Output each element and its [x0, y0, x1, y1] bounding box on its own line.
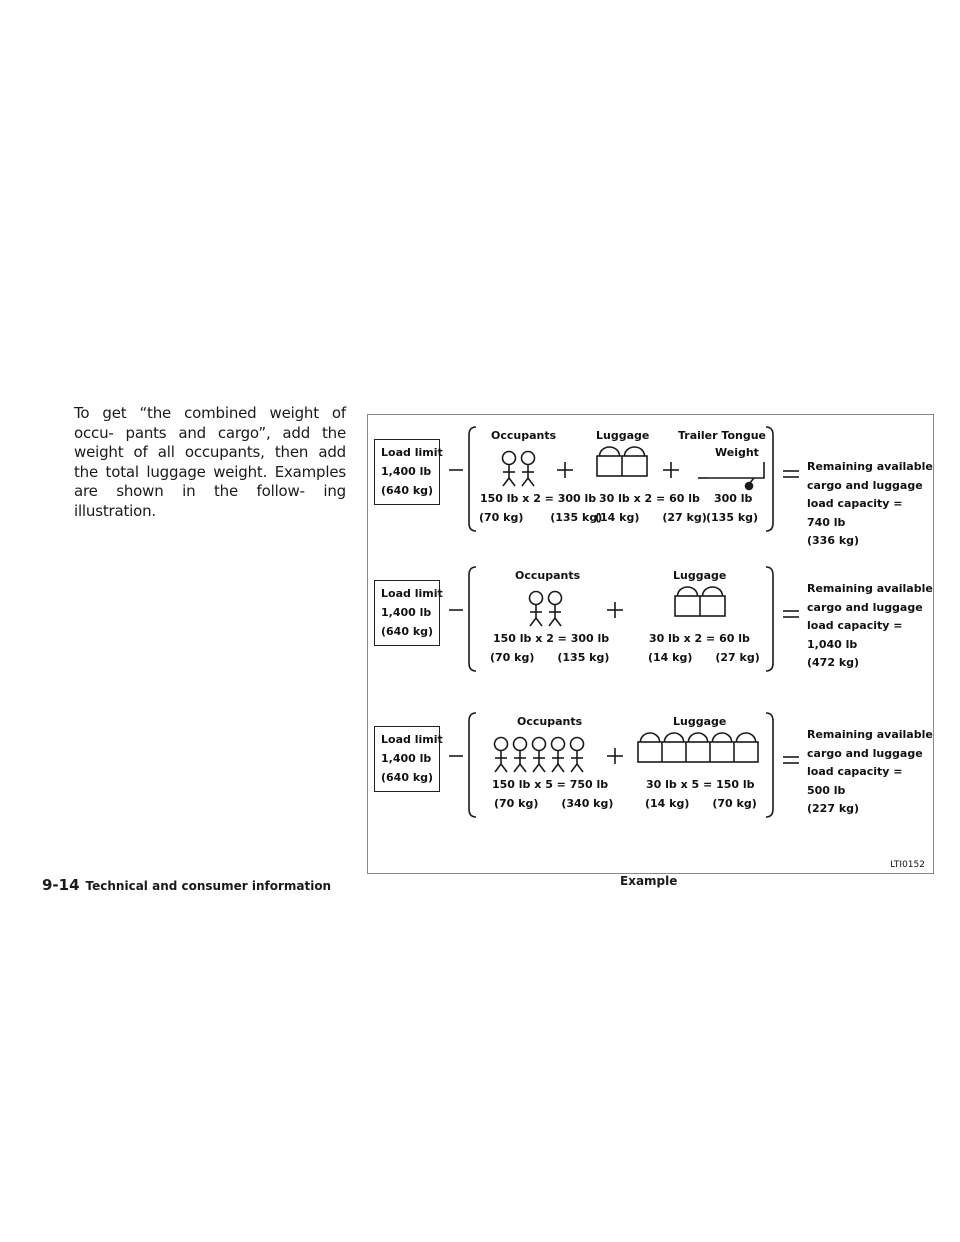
- occupants-weight-lb: 150 lb x 5 = 750 lb: [492, 778, 609, 791]
- equals-sign: [783, 757, 799, 763]
- load-limit-label: Load limit: [381, 587, 443, 600]
- page-number: 9-14: [42, 876, 80, 894]
- person-icon: [571, 738, 584, 773]
- luggage-handle: [640, 733, 659, 742]
- remaining-line: cargo and luggage: [807, 478, 923, 492]
- left-bracket: [469, 567, 476, 671]
- tongue-weight-lb: 300 lb: [714, 492, 753, 505]
- load-limit-box-3: [374, 726, 443, 792]
- load-limit-lb: 1,400 lb: [381, 465, 432, 478]
- person-icon: [549, 592, 562, 627]
- remaining-line: 1,040 lb: [807, 637, 858, 651]
- person-leg: [503, 478, 509, 486]
- remaining-line: 740 lb: [807, 515, 846, 529]
- person-leg: [530, 618, 536, 626]
- person-leg: [555, 618, 561, 626]
- person-leg: [520, 764, 526, 772]
- plus-sign: [663, 462, 679, 478]
- occupants-weight-kg: (70 kg) (135 kg): [490, 651, 610, 664]
- luggage-handle: [625, 447, 645, 456]
- remaining-line: load capacity =: [807, 497, 903, 510]
- luggage-handle: [688, 733, 707, 742]
- person-leg: [558, 764, 564, 772]
- remaining-line: Remaining available: [807, 460, 933, 473]
- luggage-icon: [675, 587, 725, 616]
- remaining-line: (227 kg): [807, 802, 860, 815]
- left-bracket: [469, 427, 476, 531]
- person-icon: [522, 452, 535, 487]
- person-head: [549, 592, 562, 605]
- remaining-line: Remaining available: [807, 728, 933, 741]
- luggage-weight-kg: (14 kg) (27 kg): [648, 651, 760, 664]
- occupants-weight-kg: (70 kg) (340 kg): [494, 797, 614, 810]
- person-icon: [530, 592, 543, 627]
- left-bracket: [469, 713, 476, 817]
- luggage-icon: [597, 447, 647, 476]
- load-limit-kg: (640 kg): [381, 771, 434, 784]
- luggage-header: Luggage: [673, 715, 727, 728]
- person-icon: [533, 738, 546, 773]
- occupants-weight-lb: 150 lb x 2 = 300 lb: [493, 632, 610, 645]
- person-head: [514, 738, 527, 751]
- luggage-body: [638, 742, 758, 762]
- person-head: [571, 738, 584, 751]
- person-head: [552, 738, 565, 751]
- trailer-tongue-icon: [698, 462, 764, 490]
- remaining-capacity-3: [807, 726, 933, 819]
- load-limit-label: Load limit: [381, 733, 443, 746]
- person-icon: [552, 738, 565, 773]
- person-head: [522, 452, 535, 465]
- luggage-weight-lb: 30 lb x 2 = 60 lb: [599, 492, 700, 505]
- remaining-line: Remaining available: [807, 582, 933, 595]
- trailer-tongue-header: Trailer Tongue: [678, 429, 766, 442]
- person-leg: [501, 764, 507, 772]
- right-bracket: [766, 713, 773, 817]
- figure-caption: Example: [620, 874, 678, 888]
- person-leg: [509, 478, 515, 486]
- occupants-header: Occupants: [515, 569, 581, 582]
- equals-sign: [783, 611, 799, 617]
- load-limit-kg: (640 kg): [381, 625, 434, 638]
- luggage-handle: [736, 733, 755, 742]
- person-leg: [514, 764, 520, 772]
- weight-header: Weight: [715, 446, 759, 459]
- plus-sign: [607, 748, 623, 764]
- luggage-handle: [664, 733, 683, 742]
- luggage-header: Luggage: [596, 429, 650, 442]
- figure-id: LTI0152: [890, 860, 925, 870]
- tongue-weight-kg: (135 kg): [706, 511, 759, 524]
- person-icon: [503, 452, 516, 487]
- person-leg: [522, 478, 528, 486]
- trailer-ball: [746, 483, 753, 490]
- occupants-weight-kg: (70 kg) (135 kg): [479, 511, 603, 524]
- plus-sign: [607, 602, 623, 618]
- person-leg: [536, 618, 542, 626]
- person-icon: [495, 738, 508, 773]
- luggage-weight-kg: (14 kg) (70 kg): [645, 797, 757, 810]
- person-head: [533, 738, 546, 751]
- remaining-line: (472 kg): [807, 656, 860, 669]
- remaining-line: 500 lb: [807, 783, 846, 797]
- load-limit-lb: 1,400 lb: [381, 752, 432, 765]
- load-limit-kg: (640 kg): [381, 484, 434, 497]
- luggage-handle: [703, 587, 723, 596]
- person-head: [495, 738, 508, 751]
- section-title: Technical and consumer information: [85, 879, 332, 893]
- person-icon: [514, 738, 527, 773]
- luggage-handle: [600, 447, 620, 456]
- load-example-figure: [367, 414, 934, 874]
- remaining-line: load capacity =: [807, 765, 903, 778]
- remaining-line: cargo and luggage: [807, 746, 923, 760]
- person-head: [530, 592, 543, 605]
- body-paragraph: To get “the combined weight of occu- pants and cargo”, add the weight of all occupants, then add the total luggage weight. Examples are shown in the follow- ing illustration.: [74, 404, 346, 520]
- remaining-line: load capacity =: [807, 619, 903, 632]
- occupants-header: Occupants: [491, 429, 557, 442]
- remaining-capacity-1: [807, 458, 933, 551]
- right-bracket: [766, 567, 773, 671]
- occupants-weight-lb: 150 lb x 2 = 300 lb: [480, 492, 597, 505]
- person-leg: [533, 764, 539, 772]
- person-leg: [528, 478, 534, 486]
- person-leg: [539, 764, 545, 772]
- person-leg: [552, 764, 558, 772]
- remaining-line: (336 kg): [807, 534, 860, 547]
- luggage-weight-lb: 30 lb x 2 = 60 lb: [649, 632, 750, 645]
- luggage-weight-kg: (14 kg) (27 kg): [595, 511, 707, 524]
- load-limit-box-1: [374, 439, 443, 505]
- luggage-handle: [678, 587, 698, 596]
- plus-sign: [557, 462, 573, 478]
- equals-sign: [783, 471, 799, 477]
- luggage-weight-lb: 30 lb x 5 = 150 lb: [646, 778, 755, 791]
- luggage-icon: [638, 733, 758, 762]
- remaining-capacity-2: [807, 580, 933, 673]
- right-bracket: [766, 427, 773, 531]
- person-leg: [571, 764, 577, 772]
- person-leg: [495, 764, 501, 772]
- remaining-line: cargo and luggage: [807, 600, 923, 614]
- load-limit-lb: 1,400 lb: [381, 606, 432, 619]
- luggage-header: Luggage: [673, 569, 727, 582]
- occupants-header: Occupants: [517, 715, 583, 728]
- load-limit-label: Load limit: [381, 446, 443, 459]
- luggage-handle: [712, 733, 731, 742]
- page-footer: [42, 876, 331, 895]
- person-leg: [577, 764, 583, 772]
- load-limit-box-2: [374, 580, 443, 646]
- trailer-frame: [708, 462, 764, 478]
- person-head: [503, 452, 516, 465]
- person-leg: [549, 618, 555, 626]
